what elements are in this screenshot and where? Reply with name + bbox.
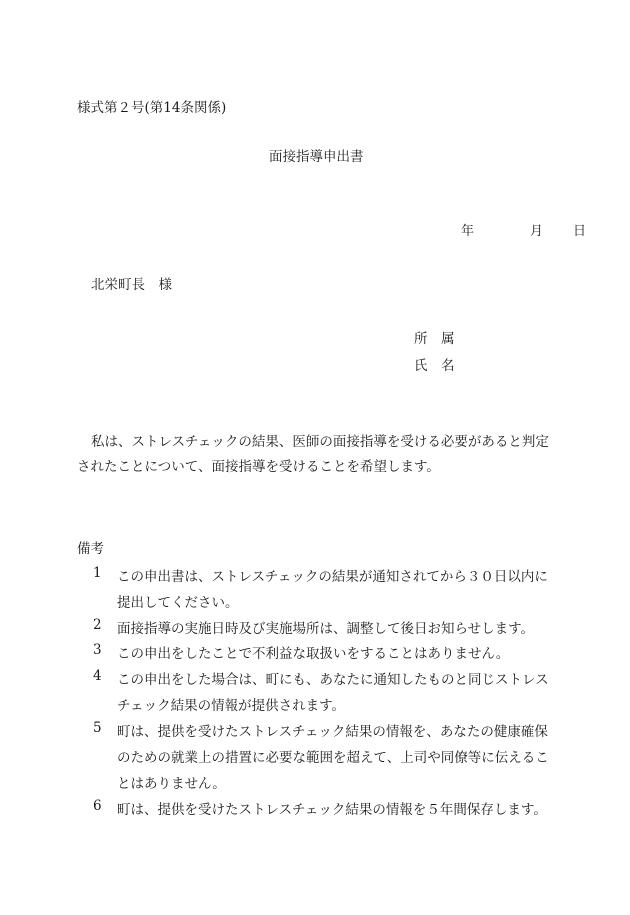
note-line: この申出書は、ストレスチェックの結果が通知されてから３０日以内に (117, 569, 548, 585)
note-line: この申出をしたことで不利益な取扱いをすることはありません。 (117, 646, 510, 662)
note-number: 1 (93, 565, 102, 581)
date-month: 月 (530, 224, 544, 239)
note-line: 面接指導の実施日時及び実施場所は、調整して後日お知らせします。 (117, 621, 535, 637)
note-line: のための就業上の措置に必要な範囲を超えて、上司や同僚等に伝えるこ (117, 750, 549, 766)
note-line: 町は、提供を受けたストレスチェック結果の情報を５年間保存します。 (117, 802, 547, 818)
date-year: 年 (461, 224, 475, 239)
body-line-2: されたことについて、面接指導を受けることを希望します。 (77, 459, 440, 475)
date-line (461, 220, 586, 239)
name-label: 氏 名 (414, 358, 455, 374)
note-number: 2 (93, 617, 102, 633)
note-line: とはありません。 (117, 776, 226, 792)
addressee: 北栄町長 様 (91, 277, 172, 293)
note-number: 3 (93, 642, 102, 658)
date-day: 日 (573, 224, 587, 239)
note-line: 町は、提供を受けたストレスチェック結果の情報を、あなたの健康確保 (117, 724, 548, 740)
note-line: 提出してください。 (117, 595, 239, 611)
body-text (77, 430, 557, 480)
note-number: 5 (93, 720, 102, 736)
affiliation-label: 所 属 (414, 331, 455, 347)
document-title: 面接指導申出書 (269, 149, 364, 165)
note-line: チェック結果の情報が提供されます。 (117, 698, 346, 714)
notes-heading: 備考 (77, 541, 104, 557)
body-line-1: 私は、ストレスチェックの結果、医師の面接指導を受ける必要があると判定 (91, 434, 549, 450)
form-number: 様式第２号(第14条関係) (77, 100, 227, 116)
note-number: 4 (93, 668, 102, 684)
note-line: この申出をした場合は、町にも、あなたに通知したものと同じストレス (117, 672, 549, 688)
note-number: 6 (93, 798, 102, 814)
